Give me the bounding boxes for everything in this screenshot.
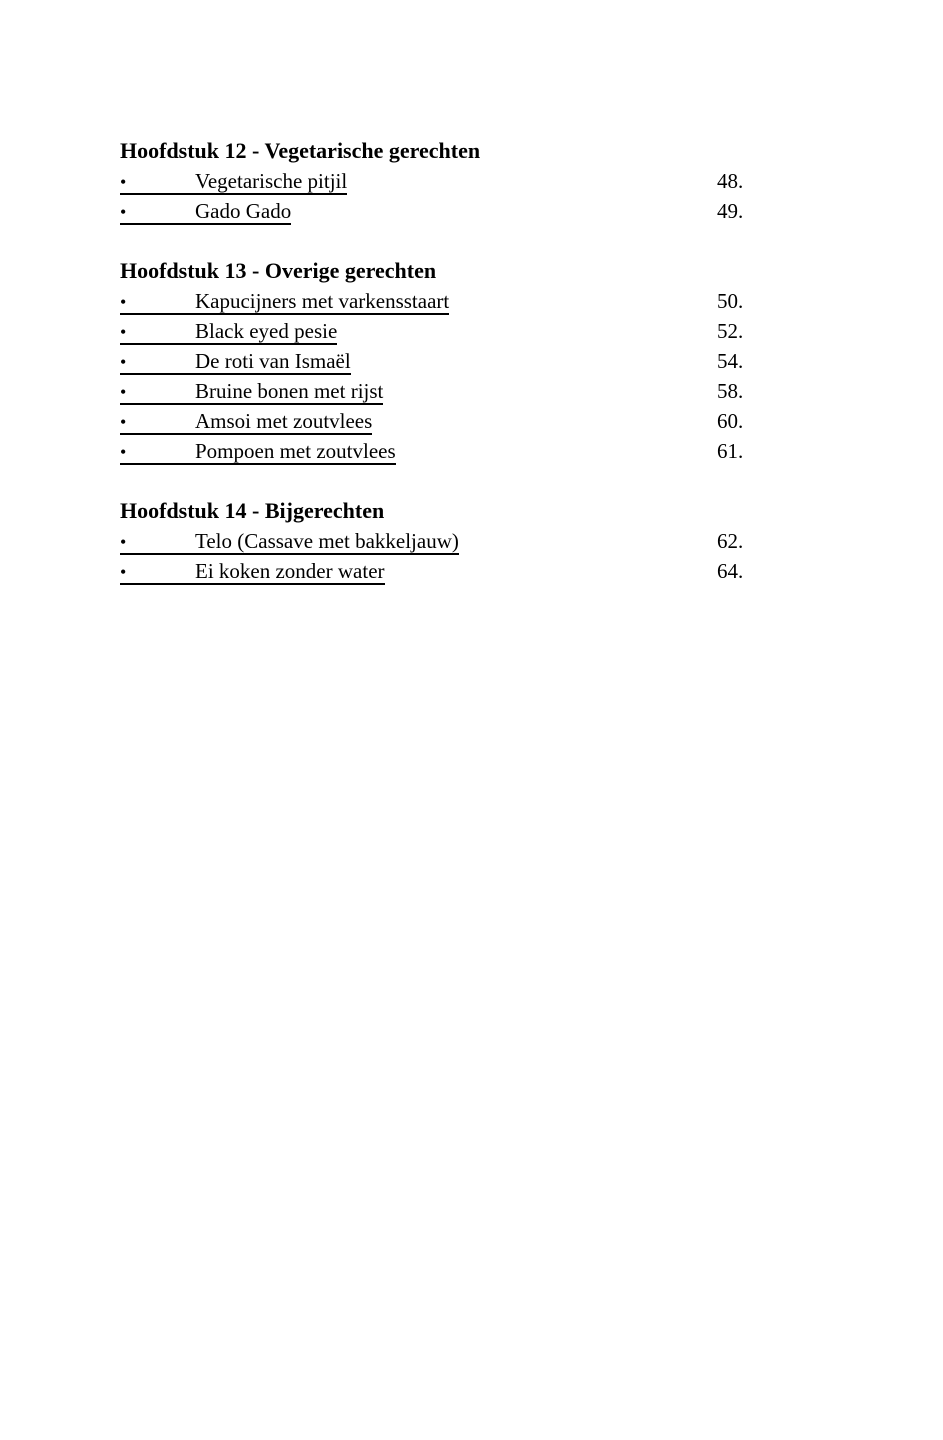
toc-entry-link[interactable] [120,317,337,345]
toc-entry [120,376,760,406]
page-number: 50. [717,289,744,313]
bullet-icon: • [120,352,127,372]
entry-label: Vegetarische pitjil [195,169,348,193]
page-number: 54. [717,349,744,373]
page-number: 52. [717,319,744,343]
toc-entry [120,436,760,466]
chapter-13 [120,256,760,466]
toc-entry [120,526,760,556]
entry-label: Black eyed pesie [195,319,338,343]
entry-label: Bruine bonen met rijst [195,379,384,403]
toc-entry [120,346,760,376]
toc-entry-link[interactable] [120,407,372,435]
toc-entry-link[interactable] [120,437,396,465]
toc-entry [120,166,760,196]
bullet-icon: • [120,412,127,432]
chapter-12 [120,136,760,226]
toc-entry-link[interactable] [120,377,383,405]
bullet-icon: • [120,322,127,342]
bullet-icon: • [120,172,127,192]
bullet-icon: • [120,442,127,462]
chapter-title: Hoofdstuk 14 - Bijgerechten [120,498,385,523]
toc-entry [120,406,760,436]
entry-label: Pompoen met zoutvlees [195,439,396,463]
entry-label: Kapucijners met varkensstaart [195,289,450,313]
table-of-contents [120,136,760,616]
bullet-icon: • [120,532,127,552]
page-number: 62. [717,529,744,553]
entry-label: Gado Gado [195,199,292,223]
bullet-icon: • [120,292,127,312]
toc-entry-link[interactable] [120,197,291,225]
page-number: 60. [717,409,744,433]
page-number: 58. [717,379,744,403]
toc-entry-link[interactable] [120,527,459,555]
entry-label: De roti van Ismaël [195,349,351,373]
entry-label: Telo (Cassave met bakkeljauw) [195,529,459,553]
page-number: 48. [717,169,744,193]
entry-label: Ei koken zonder water [195,559,385,583]
chapter-14 [120,496,760,586]
toc-entry [120,316,760,346]
entry-label: Amsoi met zoutvlees [195,409,373,433]
toc-entry-link[interactable] [120,287,449,315]
chapter-title: Hoofdstuk 12 - Vegetarische gerechten [120,138,481,163]
toc-entry-link[interactable] [120,167,347,195]
bullet-icon: • [120,382,127,402]
toc-entry-link[interactable] [120,347,351,375]
page-number: 64. [717,559,744,583]
chapter-title: Hoofdstuk 13 - Overige gerechten [120,258,437,283]
toc-entry [120,196,760,226]
page-number: 61. [717,439,744,463]
bullet-icon: • [120,562,127,582]
toc-entry-link[interactable] [120,557,385,585]
toc-entry [120,286,760,316]
page-number: 49. [717,199,744,223]
toc-entry [120,556,760,586]
bullet-icon: • [120,202,127,222]
